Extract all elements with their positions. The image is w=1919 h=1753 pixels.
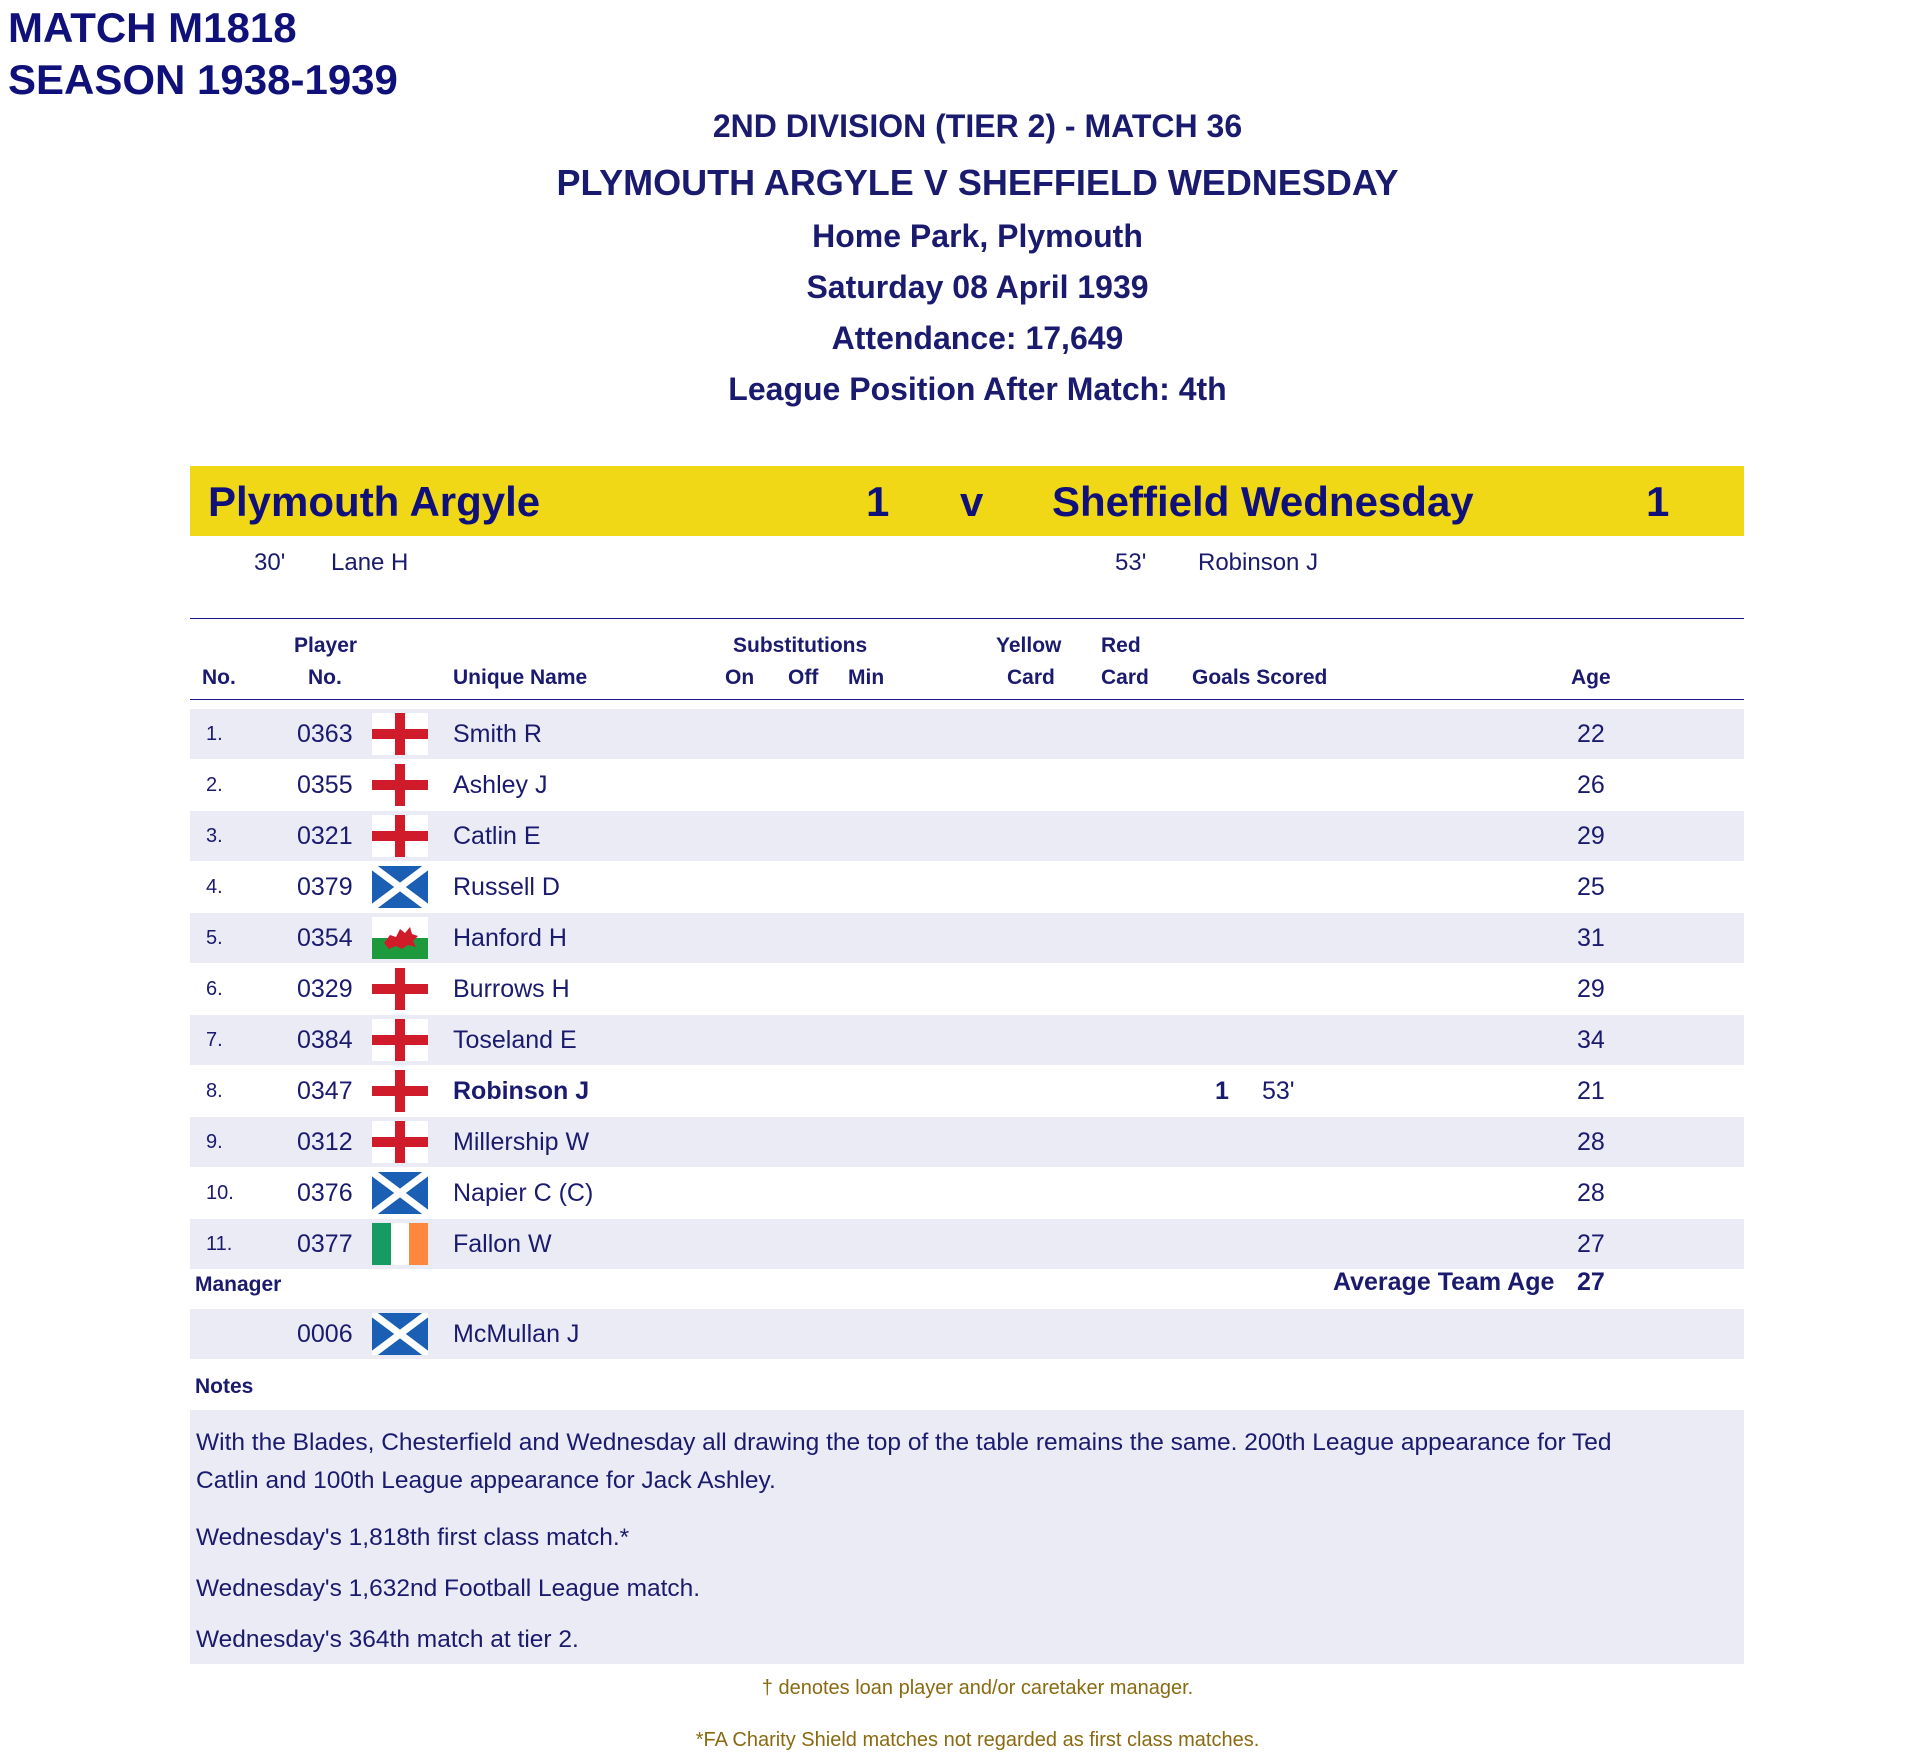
player-number: 0312 bbox=[297, 1128, 353, 1156]
goal-minute: 53' bbox=[1262, 1077, 1295, 1105]
col-sub-off: Off bbox=[788, 666, 819, 689]
player-age: 28 bbox=[1577, 1179, 1605, 1207]
player-number: 0354 bbox=[297, 924, 353, 952]
player-number: 0379 bbox=[297, 873, 353, 901]
manager-label: Manager bbox=[195, 1273, 282, 1296]
ireland-flag-icon bbox=[372, 1223, 428, 1265]
row-number: 11. bbox=[206, 1233, 233, 1255]
player-name: Burrows H bbox=[453, 975, 570, 1003]
away-goals: 1 bbox=[1646, 478, 1670, 525]
loan-footnote: † denotes loan player and/or caretaker manager. bbox=[761, 1677, 1194, 1699]
player-age: 21 bbox=[1577, 1077, 1605, 1105]
col-red: Red bbox=[1101, 634, 1141, 657]
england-flag-icon bbox=[372, 815, 428, 857]
player-name: Millership W bbox=[453, 1128, 590, 1156]
england-flag-icon bbox=[372, 1019, 428, 1061]
player-age: 29 bbox=[1577, 975, 1605, 1003]
col-unique-name: Unique Name bbox=[453, 666, 588, 689]
player-number: 0384 bbox=[297, 1026, 353, 1054]
col-sub-min: Min bbox=[848, 666, 885, 689]
player-age: 26 bbox=[1577, 771, 1605, 799]
row-number: 2. bbox=[206, 774, 223, 796]
player-name: Smith R bbox=[453, 720, 542, 748]
scotland-flag-icon bbox=[372, 866, 428, 908]
player-name: Russell D bbox=[453, 873, 560, 901]
player-age: 29 bbox=[1577, 822, 1605, 850]
player-age: 22 bbox=[1577, 720, 1605, 748]
home-scorer-name: Lane H bbox=[331, 549, 409, 576]
table-row bbox=[190, 760, 1744, 810]
player-name: Napier C (C) bbox=[453, 1179, 594, 1207]
player-number: 0329 bbox=[297, 975, 353, 1003]
player-age: 28 bbox=[1577, 1128, 1605, 1156]
player-age: 25 bbox=[1577, 873, 1605, 901]
england-flag-icon bbox=[372, 968, 428, 1010]
col-no: No. bbox=[202, 666, 236, 689]
average-team-age-label: Average Team Age bbox=[1333, 1268, 1555, 1296]
england-flag-icon bbox=[372, 1070, 428, 1112]
player-number: 0347 bbox=[297, 1077, 353, 1105]
note-line-5: Wednesday's 364th match at tier 2. bbox=[196, 1626, 579, 1653]
row-number: 1. bbox=[206, 723, 223, 745]
fixture-heading: PLYMOUTH ARGYLE V SHEFFIELD WEDNESDAY bbox=[556, 162, 1399, 203]
player-number: 0377 bbox=[297, 1230, 353, 1258]
table-row bbox=[190, 964, 1744, 1014]
col-yellow: Yellow bbox=[996, 634, 1062, 657]
col-substitutions: Substitutions bbox=[733, 634, 868, 657]
row-number: 5. bbox=[206, 927, 223, 949]
note-line-3: Wednesday's 1,818th first class match.* bbox=[196, 1524, 630, 1551]
scotland-flag-icon bbox=[372, 1313, 428, 1355]
goals-count: 1 bbox=[1215, 1077, 1229, 1105]
table-row bbox=[190, 1219, 1744, 1269]
table-row bbox=[190, 1117, 1744, 1167]
table-row bbox=[190, 1066, 1744, 1116]
player-age: 34 bbox=[1577, 1026, 1605, 1054]
row-number: 7. bbox=[206, 1029, 223, 1051]
charity-footnote: *FA Charity Shield matches not regarded as first class matches. bbox=[695, 1729, 1260, 1751]
league-position-heading: League Position After Match: 4th bbox=[728, 371, 1227, 407]
col-age: Age bbox=[1571, 666, 1611, 689]
player-name: Hanford H bbox=[453, 924, 567, 952]
home-team: Plymouth Argyle bbox=[208, 478, 541, 525]
table-row bbox=[190, 1015, 1744, 1065]
average-team-age-value: 27 bbox=[1577, 1268, 1605, 1296]
manager-player-no: 0006 bbox=[297, 1320, 353, 1348]
manager-name: McMullan J bbox=[453, 1320, 580, 1348]
venue-heading: Home Park, Plymouth bbox=[812, 218, 1143, 254]
player-name: Fallon W bbox=[453, 1230, 552, 1258]
scotland-flag-icon bbox=[372, 1172, 428, 1214]
home-scorer-minute: 30' bbox=[254, 549, 286, 576]
manager-row bbox=[190, 1309, 1744, 1359]
date-heading: Saturday 08 April 1939 bbox=[806, 269, 1149, 305]
table-row bbox=[190, 811, 1744, 861]
player-number: 0321 bbox=[297, 822, 353, 850]
score-bar bbox=[190, 466, 1744, 536]
col-player-no: No. bbox=[308, 666, 342, 689]
player-age: 31 bbox=[1577, 924, 1605, 952]
england-flag-icon bbox=[372, 713, 428, 755]
row-number: 4. bbox=[206, 876, 223, 898]
note-line-1: With the Blades, Chesterfield and Wednesday all drawing the top of the table remains the same. 200th League appearance for Ted bbox=[196, 1429, 1612, 1456]
col-goals-scored: Goals Scored bbox=[1192, 666, 1328, 689]
player-name: Ashley J bbox=[453, 771, 548, 799]
notes-label: Notes bbox=[195, 1375, 254, 1398]
player-age: 27 bbox=[1577, 1230, 1605, 1258]
away-scorer-name: Robinson J bbox=[1198, 549, 1319, 576]
table-row bbox=[190, 913, 1744, 963]
col-yellow-card: Card bbox=[1007, 666, 1055, 689]
competition-heading: 2ND DIVISION (TIER 2) - MATCH 36 bbox=[712, 108, 1243, 144]
table-row bbox=[190, 709, 1744, 759]
england-flag-icon bbox=[372, 764, 428, 806]
wales-flag-icon bbox=[372, 917, 428, 959]
header-divider bbox=[190, 699, 1744, 700]
player-number: 0355 bbox=[297, 771, 353, 799]
row-number: 10. bbox=[206, 1182, 234, 1204]
col-red-card: Card bbox=[1101, 666, 1149, 689]
player-name: Catlin E bbox=[453, 822, 541, 850]
home-goals: 1 bbox=[866, 478, 890, 525]
col-sub-on: On bbox=[725, 666, 755, 689]
away-team: Sheffield Wednesday bbox=[1052, 478, 1474, 525]
match-id: MATCH M1818 bbox=[8, 4, 297, 51]
table-row bbox=[190, 1168, 1744, 1218]
table-row bbox=[190, 862, 1744, 912]
divider bbox=[190, 618, 1744, 619]
row-number: 3. bbox=[206, 825, 223, 847]
row-number: 6. bbox=[206, 978, 223, 1000]
attendance-heading: Attendance: 17,649 bbox=[831, 320, 1124, 356]
note-line-2: Catlin and 100th League appearance for Jack Ashley. bbox=[196, 1467, 776, 1494]
season-label: SEASON 1938-1939 bbox=[8, 56, 398, 103]
player-name: Toseland E bbox=[453, 1026, 577, 1054]
note-line-4: Wednesday's 1,632nd Football League match. bbox=[196, 1575, 701, 1602]
row-number: 8. bbox=[206, 1080, 223, 1102]
row-number: 9. bbox=[206, 1131, 223, 1153]
player-name: Robinson J bbox=[453, 1077, 590, 1105]
england-flag-icon bbox=[372, 1121, 428, 1163]
col-player: Player bbox=[294, 634, 358, 657]
versus-label: v bbox=[960, 478, 984, 525]
away-scorer-minute: 53' bbox=[1115, 549, 1147, 576]
player-number: 0376 bbox=[297, 1179, 353, 1207]
player-number: 0363 bbox=[297, 720, 353, 748]
